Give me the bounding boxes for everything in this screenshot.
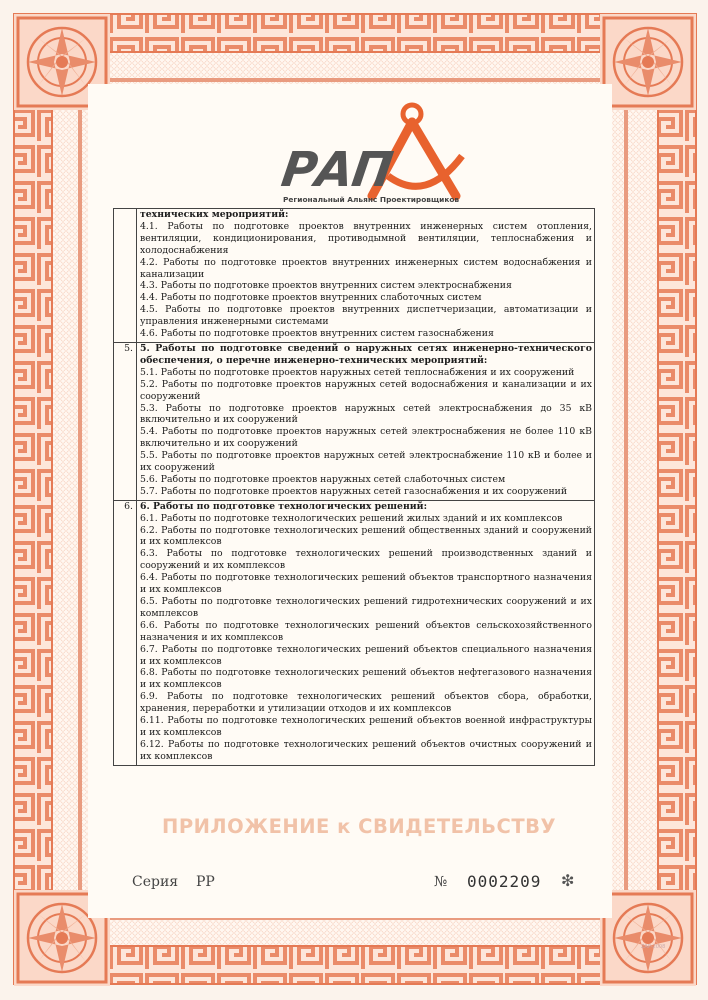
section-title: 5. Работы по подготовке сведений о наружных сетях инженерно-технического обеспечения, о перечне инженерно-технических мероприятий:	[140, 342, 592, 366]
logo-text: РАП	[278, 142, 396, 198]
list-item: 6.9. Работы по подготовке технологических решений объектов сбора, обработки, хранения, переработки и утилизации отходов и их комплексов	[140, 691, 592, 715]
list-item: 6.11. Работы по подготовке технологических решений объектов военной инфраструктуры и их комплексов	[140, 715, 592, 738]
table-row	[114, 342, 595, 500]
list-item: 4.1. Работы по подготовке проектов внутренних инженерных систем отопления, вентиляции, кондиционирования, противодымной вентиляции, теплоснабжения и холодоснабжения	[140, 220, 592, 256]
list-item: 4.4. Работы по подготовке проектов внутренних слаботочных систем	[140, 292, 482, 304]
list-item: 5.6. Работы по подготовке проектов наружных сетей слаботочных систем	[140, 473, 506, 485]
series-value: РР	[196, 874, 215, 890]
section-number: 5.	[114, 342, 137, 500]
list-item: 6.12. Работы по подготовке технологических решений объектов очистных сооружений и их комплексов	[140, 738, 592, 762]
list-item: 6.1. Работы по подготовке технологических решений жилых зданий и их комплексов	[140, 512, 563, 524]
section-title: 6. Работы по подготовке технологических решений:	[140, 500, 427, 512]
list-item: 5.3. Работы по подготовке проектов наружных сетей электроснабжения до 35 кВ включительно и их сооружений	[140, 402, 592, 426]
table-row	[114, 500, 595, 765]
section-cell	[137, 500, 595, 765]
list-item: 6.2. Работы по подготовке технологических решений общественных зданий и сооружений и их комплексов	[140, 524, 592, 548]
list-item: 4.2. Работы по подготовке проектов внутренних инженерных систем водоснабжения и канализации	[140, 256, 592, 280]
section-cell	[137, 209, 595, 343]
works-table	[113, 208, 595, 766]
annex-watermark: ПРИЛОЖЕНИЕ к СВИДЕТЕЛЬСТВУ	[162, 815, 557, 838]
list-item: 5.1. Работы по подготовке проектов наружных сетей теплоснабжения и их сооружений	[140, 366, 575, 378]
list-item: 6.5. Работы по подготовке технологических решений гидротехнических сооружений и их комплексов	[140, 596, 592, 619]
logo-subtitle: Региональный Альянс Проектировщиков	[283, 195, 460, 204]
list-item: 6.8. Работы по подготовке технологических решений объектов нефтегазового назначения и их комплексов	[140, 667, 592, 691]
list-item: 5.4. Работы по подготовке проектов наружных сетей электроснабжения не более 110 кВ включительно и их сооружений	[140, 426, 592, 450]
list-item: 5.2. Работы по подготовке проектов наружных сетей водоснабжения и канализации и их сооружений	[140, 378, 592, 402]
list-item: 6.6. Работы по подготовке технологических решений объектов сельскохозяйственного назначения и их комплексов	[140, 619, 592, 643]
star-icon: ❇	[561, 871, 575, 890]
list-item: 6.7. Работы по подготовке технологических решений объектов специального назначения и их комплексов	[140, 643, 592, 667]
list-item: 4.6. Работы по подготовке проектов внутренних систем газоснабжения	[140, 328, 494, 340]
footer-code: ZAP-2008	[641, 944, 666, 950]
section-title: технических мероприятий:	[140, 209, 289, 220]
section-number	[114, 209, 137, 343]
list-item: 5.7. Работы по подготовке проектов наружных сетей газоснабжения и их сооружений	[140, 485, 568, 497]
list-item: 5.5. Работы по подготовке проектов наружных сетей электроснабжение 110 кВ и более и их сооружений	[140, 450, 592, 474]
certificate-number: 0002209	[467, 872, 542, 891]
list-item: 6.4. Работы по подготовке технологических решений объектов транспортного назначения и их комплексов	[140, 572, 592, 596]
number-sign: №	[434, 874, 448, 890]
series-label: Серия	[132, 874, 179, 890]
list-item: 4.3. Работы по подготовке проектов внутренних систем электроснабжения	[140, 280, 512, 292]
section-number: 6.	[114, 500, 137, 765]
section-cell	[137, 342, 595, 500]
table-row	[114, 209, 595, 343]
list-item: 6.3. Работы по подготовке технологических решений производственных зданий и сооружений и их комплексов	[140, 548, 592, 572]
list-item: 4.5. Работы по подготовке проектов внутренних диспетчеризации, автоматизации и управления инженерными системами	[140, 304, 592, 328]
